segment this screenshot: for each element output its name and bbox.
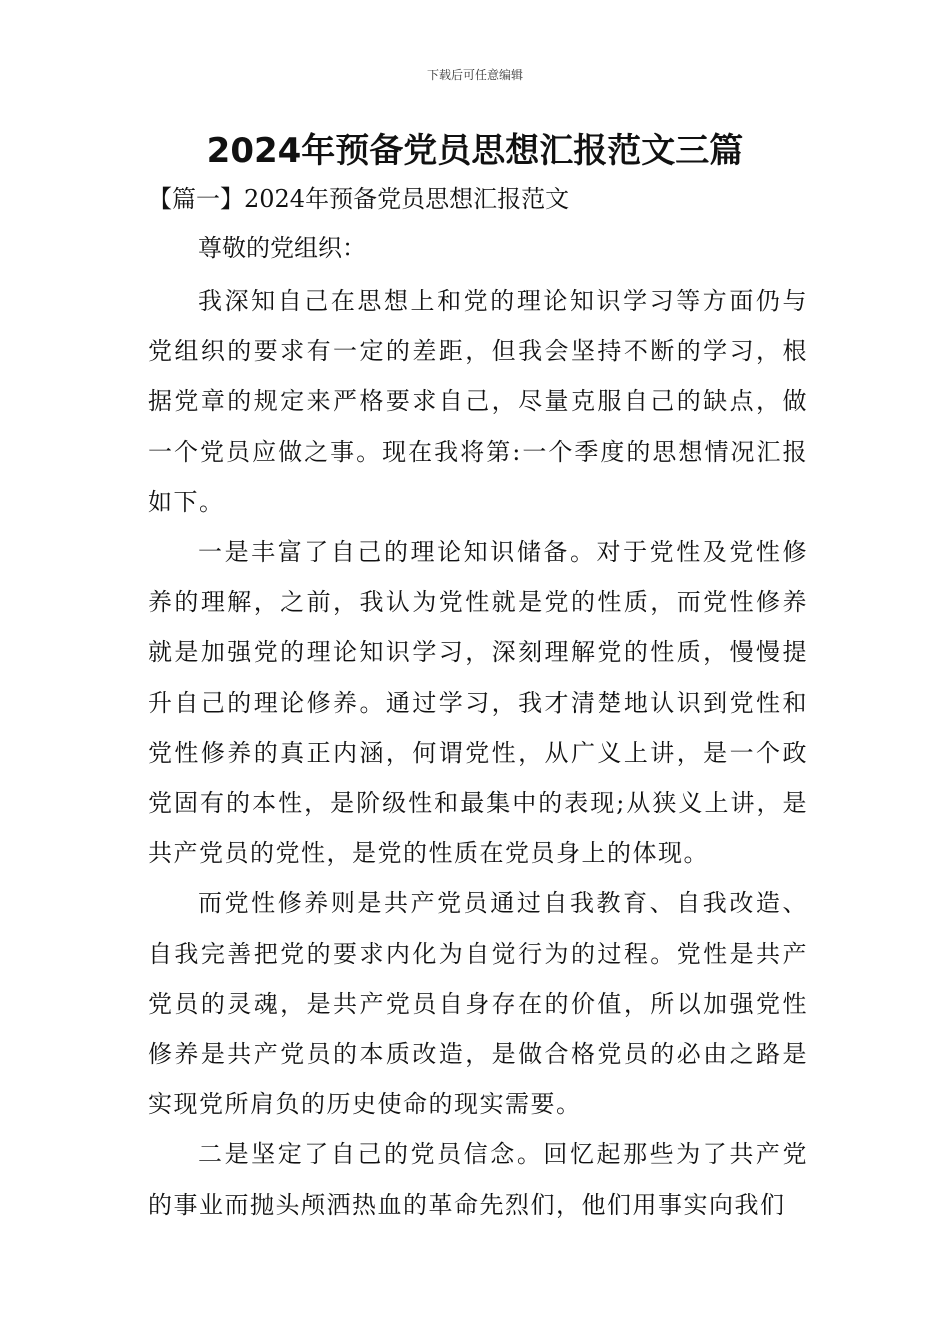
paragraph: 而党性修养则是共产党员通过自我教育、自我改造、自我完善把党的要求内化为自觉行为的过程。党性是共产党员的灵魂，是共产党员自身存在的价值，所以加强党性修养是共产党员的本质改造，是做合格党员的必由之路是实现党所肩负的历史使命的现实需要。 [148, 889, 808, 1119]
header-note: 下载后可任意编辑 [426, 68, 523, 82]
document-title: 2024年预备党员思想汇报范文三篇 [206, 131, 744, 171]
section-heading: 【篇一】2024年预备党员思想汇报范文 [148, 185, 570, 213]
document-body [148, 276, 808, 1230]
paragraph: 二是坚定了自己的党员信念。回忆起那些为了共产党的事业而抛头颅洒热血的革命先烈们，他们用事实向我们 [148, 1140, 808, 1219]
salutation: 尊敬的党组织： [198, 234, 366, 262]
paragraph: 一是丰富了自己的理论知识储备。对于党性及党性修养的理解，之前，我认为党性就是党的性质，而党性修养就是加强党的理论知识学习，深刻理解党的性质，慢慢提升自己的理论修养。通过学习，我才清楚地认识到党性和党性修养的真正内涵，何谓党性，从广义上讲，是一个政党固有的本性，是阶级性和最集中的表现;从狭义上讲，是共产党员的党性，是党的性质在党员身上的体现。 [148, 538, 808, 868]
paragraph: 我深知自己在思想上和党的理论知识学习等方面仍与党组织的要求有一定的差距，但我会坚持不断的学习，根据党章的规定来严格要求自己，尽量克服自己的缺点，做一个党员应做之事。现在我将第:一个季度的思想情况汇报如下。 [148, 287, 808, 516]
